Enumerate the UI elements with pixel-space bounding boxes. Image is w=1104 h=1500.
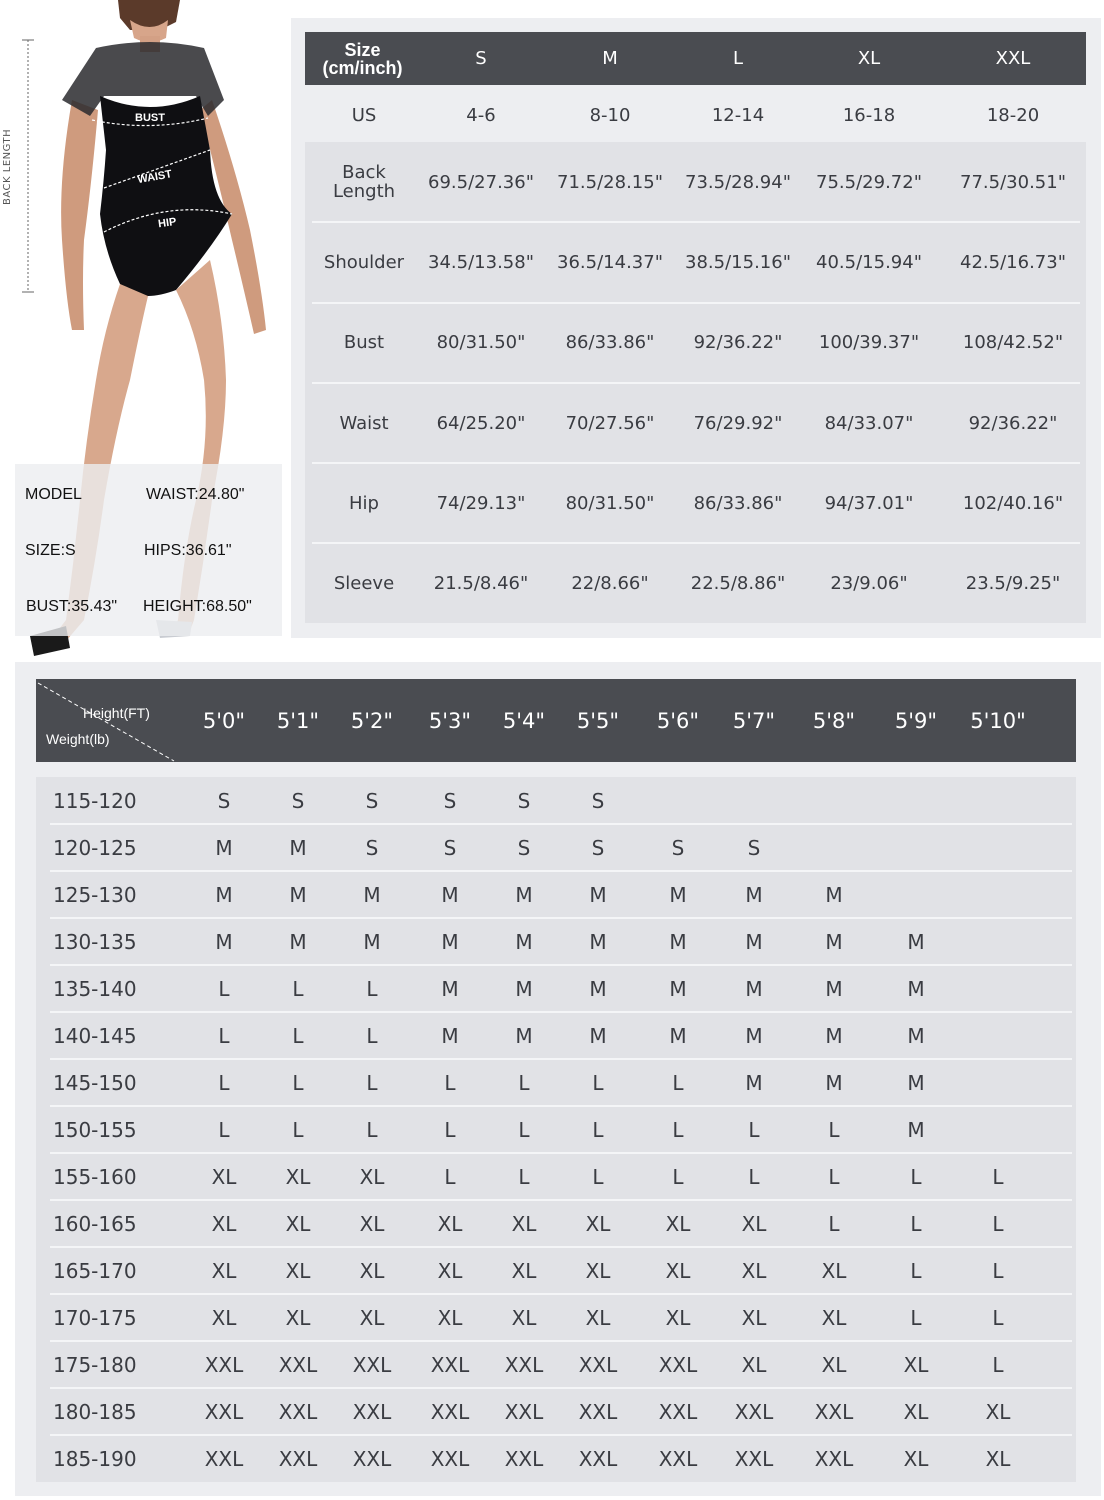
size-cell: L [292,976,304,1001]
table-row [36,1388,1076,1435]
size-cell: XL [985,1446,1011,1471]
height-label: Height(FT) [83,705,150,721]
size-cell: L [518,1070,530,1095]
size-cell: L [992,1258,1004,1283]
size-cell: M [745,976,763,1001]
size-cell: XL [511,1211,537,1236]
size-cell: L [366,1070,378,1095]
size-cell: XXL [504,1399,544,1424]
size-cell: XXL [578,1352,618,1377]
row-label: Sleeve [333,573,395,595]
table-cell: 69.5/27.36" [428,171,534,193]
size-cell [968,1012,1028,1059]
table-cell: 22.5/8.86" [690,573,786,595]
height-weight-body [36,777,1076,1482]
size-cell: M [825,929,843,954]
size-cell: M [215,929,233,954]
table-row [36,1059,1076,1106]
table-cell: 40.5/15.94" [816,251,922,273]
model-figure-panel [0,0,290,660]
row-label: Waist [339,412,389,434]
size-cell: S [517,835,531,860]
table-cell: 23/9.06" [830,573,908,595]
size-cell: L [518,1117,530,1142]
size-cell: XXL [430,1446,470,1471]
size-cell: L [292,1070,304,1095]
size-cell [968,871,1028,918]
size-header-s: S [475,48,487,69]
size-cell: L [672,1070,684,1095]
size-cell: M [363,882,381,907]
size-cell: XXL [278,1446,318,1471]
table-row [36,1153,1076,1200]
size-cell: M [441,1023,459,1048]
size-cell: XL [437,1211,463,1236]
size-cell: XL [821,1258,847,1283]
size-cell: XXL [352,1352,392,1377]
size-cell: M [745,929,763,954]
size-cell: XL [285,1258,311,1283]
size-cell: L [672,1164,684,1189]
weight-range: 165-170 [53,1258,137,1283]
size-cell [886,871,946,918]
size-cell: L [218,1117,230,1142]
size-cell: M [515,929,533,954]
table-cell: 4-6 [466,104,496,126]
size-cell: L [992,1164,1004,1189]
size-cell: XL [511,1305,537,1330]
size-cell: XXL [204,1446,244,1471]
size-cell: M [289,882,307,907]
size-cell: L [992,1211,1004,1236]
row-label: Bust [343,332,385,354]
size-cell: M [745,882,763,907]
table-row [36,1200,1076,1247]
height-header-cell: 5'6" [656,708,700,733]
model-label: MODEL [25,486,82,503]
size-cell: S [365,788,379,813]
weight-range: 125-130 [53,882,137,907]
height-weight-header [36,679,1076,762]
table-cell: 75.5/29.72" [816,171,922,193]
size-cell: XXL [658,1352,698,1377]
size-cell: L [592,1164,604,1189]
size-cell: XL [741,1211,767,1236]
size-chart-panel [291,18,1101,638]
waist-tag: WAIST [136,168,173,187]
size-cell: XL [985,1399,1011,1424]
size-cell: XL [285,1211,311,1236]
size-cell: L [910,1211,922,1236]
size-cell: L [444,1164,456,1189]
size-cell: XL [741,1352,767,1377]
size-cell: XL [359,1164,385,1189]
size-cell: L [292,1023,304,1048]
table-row [36,1106,1076,1153]
size-cell: XXL [814,1446,854,1471]
size-row-bust [305,303,1086,383]
table-cell: 80/31.50" [436,332,526,354]
table-row [36,1247,1076,1294]
size-cell: XL [741,1258,767,1283]
size-cell: XXL [430,1352,470,1377]
weight-label: Weight(lb) [46,731,110,747]
size-cell [968,777,1028,824]
table-cell: 108/42.52" [962,332,1064,354]
table-cell: 18-20 [986,104,1040,126]
height-header-cell: 5'10" [970,708,1026,733]
size-cell: M [825,1023,843,1048]
size-cell: S [517,788,531,813]
size-cell [968,824,1028,871]
size-cell: M [515,976,533,1001]
size-cell: XL [585,1258,611,1283]
size-row-back-length [305,142,1086,222]
height-header-cell: 5'1" [276,708,320,733]
size-cell [968,1106,1028,1153]
weight-range: 150-155 [53,1117,137,1142]
size-cell: XL [665,1211,691,1236]
table-cell: 84/33.07" [824,412,914,434]
size-cell: XL [665,1305,691,1330]
weight-range: 180-185 [53,1399,137,1424]
weight-range: 120-125 [53,835,137,860]
size-chart-body [305,142,1086,623]
size-cell: L [828,1117,840,1142]
size-cell: XXL [204,1399,244,1424]
size-cell: M [441,929,459,954]
size-cell [968,1059,1028,1106]
size-cell: M [669,882,687,907]
model-size: SIZE:S [25,542,76,559]
size-cell: M [825,1070,843,1095]
table-cell: 100/39.37" [818,332,920,354]
hip-tag: HIP [157,215,178,231]
size-cell: M [745,1070,763,1095]
table-cell: 92/36.22" [968,412,1058,434]
size-cell: M [589,1023,607,1048]
model-info-box [15,464,282,636]
size-cell: S [671,835,685,860]
table-row [36,965,1076,1012]
size-cell: L [748,1117,760,1142]
back-length-label: BACK LENGTH [2,128,13,205]
size-cell: XXL [352,1446,392,1471]
size-cell: S [291,788,305,813]
size-cell: XXL [204,1352,244,1377]
size-cell: L [218,976,230,1001]
table-cell: 80/31.50" [565,492,655,514]
size-header-l: L [732,48,744,69]
size-cell: L [828,1211,840,1236]
size-cell: M [515,1023,533,1048]
size-cell: M [669,1023,687,1048]
size-row-shoulder [305,222,1086,302]
size-cell: L [992,1352,1004,1377]
size-cell: L [592,1117,604,1142]
size-cell: XL [359,1258,385,1283]
size-cell: M [515,882,533,907]
size-header-m: M [602,48,618,69]
size-cell: S [443,788,457,813]
row-label: Back Length [332,162,396,203]
size-cell: XL [903,1399,929,1424]
size-cell: S [365,835,379,860]
weight-range: 175-180 [53,1352,137,1377]
size-cell: XL [359,1305,385,1330]
size-cell: M [215,882,233,907]
size-cell: XL [741,1305,767,1330]
size-cell [804,777,864,824]
size-cell: XL [211,1305,237,1330]
height-weight-panel [15,662,1101,1496]
size-cell: M [289,929,307,954]
size-cell: XXL [504,1352,544,1377]
weight-range: 135-140 [53,976,137,1001]
model-waist: WAIST:24.80" [146,486,245,503]
bust-tag: BUST [135,112,165,124]
size-cell: XXL [814,1399,854,1424]
size-cell: S [217,788,231,813]
size-cell: XXL [278,1399,318,1424]
table-cell: 86/33.86" [565,332,655,354]
table-cell: 23.5/9.25" [965,573,1061,595]
size-cell: M [589,929,607,954]
table-cell: 71.5/28.15" [557,171,663,193]
size-cell [724,777,784,824]
table-cell: 77.5/30.51" [960,171,1066,193]
size-row-hip [305,463,1086,543]
row-label: US [351,104,377,126]
weight-range: 145-150 [53,1070,137,1095]
size-cell: S [747,835,761,860]
weight-range: 155-160 [53,1164,137,1189]
size-cell: L [992,1305,1004,1330]
size-cell [804,824,864,871]
size-cell: XXL [658,1446,698,1471]
height-header-cell: 5'0" [202,708,246,733]
table-cell: 70/27.56" [565,412,655,434]
table-cell: 12-14 [711,104,765,126]
weight-range: 130-135 [53,929,137,954]
size-cell: XXL [504,1446,544,1471]
size-cell: XXL [578,1446,618,1471]
size-cell: M [669,976,687,1001]
height-header-cell: 5'9" [894,708,938,733]
size-cell: XXL [430,1399,470,1424]
size-cell: M [825,976,843,1001]
size-cell [648,777,708,824]
size-cell: M [215,835,233,860]
size-cell: XL [285,1164,311,1189]
size-cell: M [907,976,925,1001]
size-cell: XL [903,1446,929,1471]
table-row [36,918,1076,965]
size-cell: M [907,1070,925,1095]
size-cell: XXL [658,1399,698,1424]
model-bust: BUST:35.43" [26,598,118,615]
size-cell: M [669,929,687,954]
size-cell: S [591,835,605,860]
table-row [36,1435,1076,1482]
size-cell: XL [437,1258,463,1283]
size-cell: L [366,1023,378,1048]
size-cell: XL [585,1211,611,1236]
table-cell: 76/29.92" [693,412,783,434]
model-height: HEIGHT:68.50" [143,598,252,615]
table-cell: 86/33.86" [693,492,783,514]
size-cell: L [910,1305,922,1330]
size-cell: XL [211,1211,237,1236]
table-cell: 94/37.01" [824,492,914,514]
size-row-us [305,100,1086,130]
table-row [36,1294,1076,1341]
size-cell: M [745,1023,763,1048]
table-cell: 64/25.20" [436,412,526,434]
size-cell: M [907,1023,925,1048]
size-cell: L [672,1117,684,1142]
size-header-xl: XL [857,48,881,69]
size-header-xxl: XXL [995,48,1031,69]
size-cell: XL [665,1258,691,1283]
size-cell: M [441,882,459,907]
size-cell: XL [437,1305,463,1330]
size-cell: XL [285,1305,311,1330]
size-cell [886,824,946,871]
size-cell [968,918,1028,965]
size-cell: L [218,1070,230,1095]
size-cell: XL [821,1305,847,1330]
weight-range: 170-175 [53,1305,137,1330]
table-cell: 38.5/15.16" [685,251,791,273]
size-cell: XL [359,1211,385,1236]
size-chart-header [305,32,1086,85]
table-cell: 36.5/14.37" [557,251,663,273]
size-cell: L [444,1070,456,1095]
size-row-sleeve [305,544,1086,624]
table-cell: 22/8.66" [571,573,649,595]
table-cell: 16-18 [842,104,896,126]
size-cell: XXL [578,1399,618,1424]
size-cell: L [218,1023,230,1048]
row-label: Shoulder [323,251,405,273]
table-cell: 21.5/8.46" [433,573,529,595]
weight-range: 185-190 [53,1446,137,1471]
weight-range: 140-145 [53,1023,137,1048]
table-cell: 34.5/13.58" [428,251,534,273]
size-cell: M [825,882,843,907]
size-cell: M [589,882,607,907]
size-cell: XXL [352,1399,392,1424]
table-cell: 42.5/16.73" [960,251,1066,273]
size-cell: M [441,976,459,1001]
height-header-cell: 5'5" [576,708,620,733]
weight-range: 160-165 [53,1211,137,1236]
table-row [36,824,1076,871]
height-header-cell: 5'7" [732,708,776,733]
size-cell: XXL [278,1352,318,1377]
size-cell: L [444,1117,456,1142]
weight-range: 115-120 [53,788,137,813]
size-cell [886,777,946,824]
height-header-cell: 5'2" [350,708,394,733]
size-cell: XL [821,1352,847,1377]
size-cell: XL [211,1258,237,1283]
size-cell: S [591,788,605,813]
table-row [36,871,1076,918]
size-cell: L [910,1164,922,1189]
table-row [36,1341,1076,1388]
size-cell: L [592,1070,604,1095]
table-cell: 92/36.22" [693,332,783,354]
size-cell: M [363,929,381,954]
size-cell: M [907,929,925,954]
table-cell: 8-10 [589,104,631,126]
size-cell: XL [903,1352,929,1377]
size-cell: M [907,1117,925,1142]
size-cell: XL [585,1305,611,1330]
row-label: Hip [349,492,379,514]
size-cell: S [443,835,457,860]
size-cell: XXL [734,1446,774,1471]
model-hips: HIPS:36.61" [144,542,232,559]
height-header-cell: 5'8" [812,708,856,733]
size-cell: XXL [734,1399,774,1424]
size-cell: L [292,1117,304,1142]
height-header-cell: 5'3" [428,708,472,733]
table-cell: 102/40.16" [962,492,1064,514]
height-header-cell: 5'4" [502,708,546,733]
size-cell: L [910,1258,922,1283]
size-cell: XL [511,1258,537,1283]
table-row [36,1012,1076,1059]
size-cell: L [366,976,378,1001]
size-cell: XL [211,1164,237,1189]
table-cell: 74/29.13" [436,492,526,514]
size-header-label: Size (cm/inch) [322,39,403,78]
size-cell: M [589,976,607,1001]
size-cell [968,965,1028,1012]
size-cell: L [748,1164,760,1189]
table-row [36,777,1076,824]
size-cell: L [828,1164,840,1189]
size-row-waist [305,383,1086,463]
size-cell: L [518,1164,530,1189]
table-cell: 73.5/28.94" [685,171,791,193]
size-cell: L [366,1117,378,1142]
size-cell: M [289,835,307,860]
